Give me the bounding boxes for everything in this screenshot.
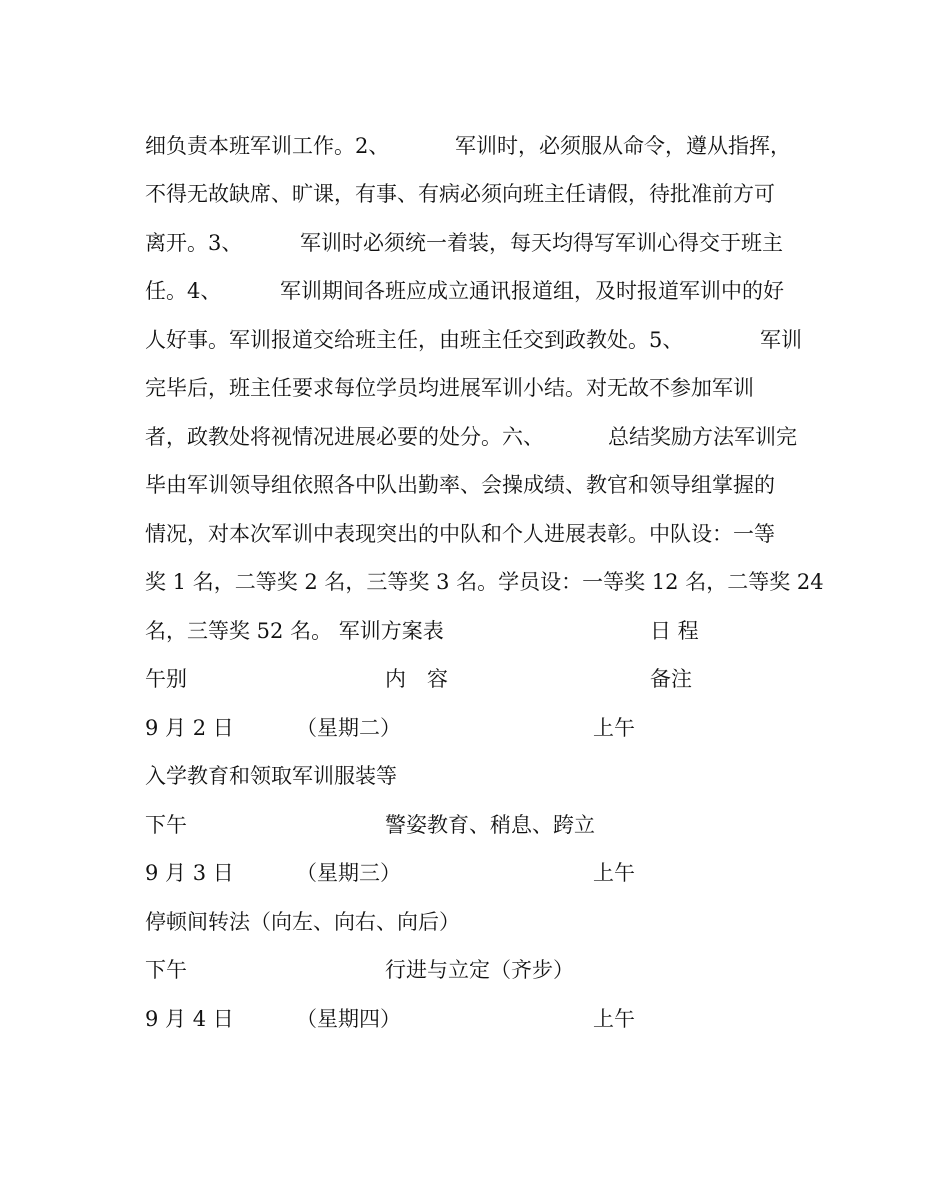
- paragraph-line: [0, 274, 950, 308]
- row-period: 下午: [145, 813, 187, 837]
- paragraph-line: [0, 129, 950, 163]
- schedule-title-day: 日 程: [650, 619, 699, 643]
- header-note: 备注: [650, 667, 692, 691]
- row-weekday: （星期四）: [296, 1007, 401, 1031]
- header-period: 午别: [145, 667, 187, 691]
- paragraph-line: [0, 323, 950, 357]
- row-weekday: （星期三）: [296, 861, 401, 885]
- row-content: 停顿间转法（向左、向右、向后）: [145, 910, 460, 934]
- row-period: 上午: [593, 1007, 635, 1031]
- paragraph-line: [0, 226, 950, 260]
- schedule-row: [0, 808, 950, 842]
- text-segment: 者，政教处将视情况进展必要的处分。六、: [145, 425, 544, 449]
- schedule-row: [0, 711, 950, 745]
- paragraph-line: [0, 371, 950, 405]
- text-segment: 任。4、: [145, 279, 222, 303]
- text-segment: 军训时，必须服从命令，遵从指挥，: [455, 134, 791, 158]
- schedule-row: [0, 759, 950, 793]
- row-content: 入学教育和领取军训服装等: [145, 764, 397, 788]
- text-segment: 人好事。军训报道交给班主任，由班主任交到政教处。5、: [145, 328, 684, 352]
- paragraph-line: [0, 420, 950, 454]
- header-content: 内 容: [385, 667, 448, 691]
- row-period: 下午: [145, 958, 187, 982]
- row-period: 上午: [593, 716, 635, 740]
- schedule-row: [0, 905, 950, 939]
- row-content: 行进与立定（齐步）: [385, 958, 574, 982]
- row-date: 9 月 4 日: [145, 1007, 234, 1031]
- text-segment: 军训: [760, 328, 802, 352]
- text-segment: 总结奖励方法军训完: [608, 425, 797, 449]
- text-segment: 完毕后，班主任要求每位学员均进展军训小结。对无故不参加军训: [145, 376, 754, 400]
- text-segment: 离开。3、: [145, 231, 243, 255]
- text-segment: 奖 1 名，二等奖 2 名，三等奖 3 名。学员设：一等奖 12 名，二等奖 24: [145, 570, 824, 594]
- paragraph-line: [0, 517, 950, 551]
- text-segment: 情况，对本次军训中表现突出的中队和个人进展表彰。中队设：一等: [145, 522, 775, 546]
- row-date: 9 月 3 日: [145, 861, 234, 885]
- schedule-row: [0, 953, 950, 987]
- schedule-row: [0, 1002, 950, 1036]
- paragraph-line: [0, 177, 950, 211]
- text-segment: 名，三等奖 52 名。 军训方案表: [145, 619, 444, 643]
- row-content: 警姿教育、稍息、跨立: [385, 813, 595, 837]
- schedule-header: [0, 662, 950, 696]
- text-segment: 军训期间各班应成立通讯报道组，及时报道军训中的好: [280, 279, 784, 303]
- row-weekday: （星期二）: [296, 716, 401, 740]
- text-segment: 军训时必须统一着装，每天均得写军训心得交于班主: [300, 231, 783, 255]
- schedule-row: [0, 856, 950, 890]
- text-segment: 不得无故缺席、旷课，有事、有病必须向班主任请假，待批准前方可: [145, 182, 775, 206]
- paragraph-line: [0, 565, 950, 599]
- paragraph-line: [0, 468, 950, 502]
- text-segment: 毕由军训领导组依照各中队出勤率、会操成绩、教官和领导组掌握的: [145, 473, 775, 497]
- row-period: 上午: [593, 861, 635, 885]
- text-segment: 细负责本班军训工作。2、: [145, 134, 390, 158]
- row-date: 9 月 2 日: [145, 716, 234, 740]
- paragraph-line: [0, 614, 950, 648]
